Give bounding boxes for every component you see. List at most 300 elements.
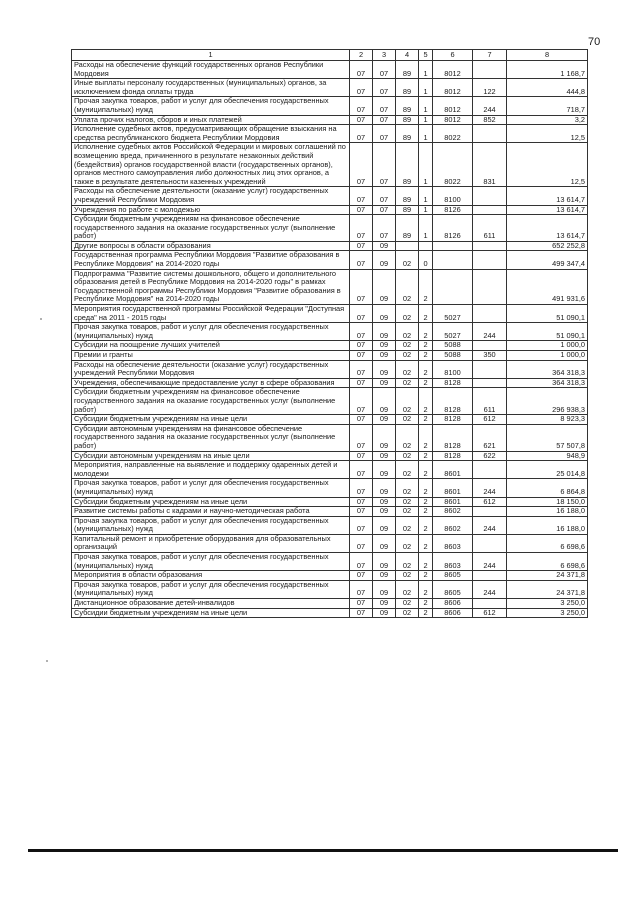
column-header: 5	[419, 50, 433, 61]
amount: 652 252,8	[507, 241, 588, 251]
target-article-code: 8128	[433, 378, 473, 388]
row-name: Расходы на обеспечение деятельности (оказание услуг) государственных учреждений Республики Мордовия	[72, 187, 350, 205]
subsection-code: 09	[373, 305, 396, 323]
program-code: 02	[396, 351, 419, 361]
target-article-code: 5088	[433, 351, 473, 361]
column-header: 2	[350, 50, 373, 61]
program-code: 89	[396, 61, 419, 79]
program-code: 02	[396, 251, 419, 269]
target-article-code: 8128	[433, 424, 473, 451]
target-article-code	[433, 251, 473, 269]
subsection-code: 09	[373, 599, 396, 609]
row-name: Другие вопросы в области образования	[72, 241, 350, 251]
subprogram-code: 1	[419, 143, 433, 187]
subprogram-code: 1	[419, 215, 433, 242]
row-name: Прочая закупка товаров, работ и услуг для обеспечения государственных (муниципальных) нужд	[72, 553, 350, 571]
scan-speck	[40, 318, 42, 320]
section-code: 07	[350, 97, 373, 115]
amount: 8 923,3	[507, 415, 588, 425]
expense-type-code	[473, 269, 507, 304]
section-code: 07	[350, 608, 373, 618]
section-code: 07	[350, 415, 373, 425]
table-row	[72, 143, 588, 187]
row-name: Государственная программа Республики Мордовия "Развитие образования в Республике Мордовия" на 2014-2020 годы	[72, 251, 350, 269]
amount: 57 507,8	[507, 424, 588, 451]
row-name: Дистанционное образование детей-инвалидов	[72, 599, 350, 609]
subprogram-code: 2	[419, 424, 433, 451]
expense-type-code	[473, 341, 507, 351]
program-code: 02	[396, 553, 419, 571]
section-code: 07	[350, 269, 373, 304]
row-name: Прочая закупка товаров, работ и услуг для обеспечения государственных (муниципальных) нужд	[72, 323, 350, 341]
target-article-code: 8012	[433, 97, 473, 115]
subsection-code: 09	[373, 241, 396, 251]
table-row	[72, 79, 588, 97]
subprogram-code: 2	[419, 351, 433, 361]
subprogram-code: 2	[419, 388, 433, 415]
subsection-code: 09	[373, 571, 396, 581]
target-article-code: 8605	[433, 571, 473, 581]
row-name: Исполнение судебных актов Российской Федерации и мировых соглашений по возмещению вреда, причиненного в результате незаконных действий (бездействия) органов государственной власти (государственных органов), органов местного самоуправления либо должностных лиц этих органов, а также в результате деятельности казенных учреждений	[72, 143, 350, 187]
section-code: 07	[350, 215, 373, 242]
target-article-code: 8602	[433, 507, 473, 517]
amount: 1 000,0	[507, 351, 588, 361]
program-code: 02	[396, 608, 419, 618]
expense-type-code: 622	[473, 451, 507, 461]
target-article-code: 8128	[433, 388, 473, 415]
expense-type-code	[473, 534, 507, 552]
header-row	[72, 50, 588, 61]
program-code: 89	[396, 97, 419, 115]
table-row	[72, 115, 588, 125]
subprogram-code: 2	[419, 451, 433, 461]
section-code: 07	[350, 323, 373, 341]
subsection-code: 09	[373, 534, 396, 552]
section-code: 07	[350, 516, 373, 534]
expense-type-code	[473, 61, 507, 79]
section-code: 07	[350, 497, 373, 507]
row-name: Субсидии бюджетным учреждениям на финансовое обеспечение государственного задания на оказание государственных услуг (выполнение работ)	[72, 215, 350, 242]
target-article-code: 8022	[433, 143, 473, 187]
expense-type-code: 611	[473, 215, 507, 242]
amount: 24 371,8	[507, 580, 588, 598]
subsection-code: 09	[373, 507, 396, 517]
section-code: 07	[350, 341, 373, 351]
table-row	[72, 378, 588, 388]
subsection-code: 09	[373, 269, 396, 304]
expense-type-code: 611	[473, 388, 507, 415]
row-name: Исполнение судебных актов, предусматривающих обращение взыскания на средства республиканского бюджета Республики Мордовия	[72, 125, 350, 143]
section-code: 07	[350, 351, 373, 361]
program-code: 02	[396, 580, 419, 598]
program-code: 89	[396, 79, 419, 97]
program-code: 02	[396, 388, 419, 415]
subprogram-code: 2	[419, 305, 433, 323]
table-row	[72, 125, 588, 143]
amount: 18 150,0	[507, 497, 588, 507]
program-code: 02	[396, 534, 419, 552]
subprogram-code: 2	[419, 341, 433, 351]
subprogram-code: 1	[419, 205, 433, 215]
table-row	[72, 341, 588, 351]
target-article-code: 8012	[433, 79, 473, 97]
expense-type-code	[473, 571, 507, 581]
subsection-code: 07	[373, 205, 396, 215]
section-code: 07	[350, 388, 373, 415]
subsection-code: 09	[373, 323, 396, 341]
table-row	[72, 461, 588, 479]
page-number: 70	[588, 36, 601, 48]
row-name: Субсидии бюджетным учреждениям на иные цели	[72, 415, 350, 425]
row-name: Субсидии автономным учреждениям на иные цели	[72, 451, 350, 461]
program-code: 89	[396, 215, 419, 242]
row-name: Уплата прочих налогов, сборов и иных платежей	[72, 115, 350, 125]
subsection-code: 09	[373, 451, 396, 461]
target-article-code: 8012	[433, 115, 473, 125]
section-code: 07	[350, 599, 373, 609]
section-code: 07	[350, 507, 373, 517]
target-article-code: 8606	[433, 599, 473, 609]
program-code	[396, 241, 419, 251]
section-code: 07	[350, 187, 373, 205]
subprogram-code: 2	[419, 360, 433, 378]
program-code: 02	[396, 497, 419, 507]
expense-type-code: 244	[473, 553, 507, 571]
subprogram-code: 2	[419, 599, 433, 609]
table-row	[72, 251, 588, 269]
expense-type-code: 612	[473, 497, 507, 507]
table-row	[72, 97, 588, 115]
table-row	[72, 415, 588, 425]
expense-type-code	[473, 360, 507, 378]
subsection-code: 09	[373, 341, 396, 351]
program-code: 02	[396, 461, 419, 479]
expense-type-code	[473, 251, 507, 269]
column-header: 7	[473, 50, 507, 61]
row-name: Подпрограмма "Развитие системы дошкольного, общего и дополнительного образования детей в Республике Мордовия на 2014-2020 годы" в рамках Государственной программы Республики Мордовия "Развитие образования в Республике Мордовия" на 2014-2020 годы	[72, 269, 350, 304]
section-code: 07	[350, 571, 373, 581]
section-code: 07	[350, 360, 373, 378]
subprogram-code	[419, 241, 433, 251]
table-row	[72, 187, 588, 205]
target-article-code: 8601	[433, 479, 473, 497]
table-row	[72, 269, 588, 304]
section-code: 07	[350, 534, 373, 552]
subprogram-code: 2	[419, 497, 433, 507]
row-name: Развитие системы работы с кадрами и научно-методическая работа	[72, 507, 350, 517]
row-name: Субсидии бюджетным учреждениям на финансовое обеспечение государственного задания на оказание государственных услуг (выполнение работ)	[72, 388, 350, 415]
subprogram-code: 1	[419, 125, 433, 143]
program-code: 02	[396, 516, 419, 534]
row-name: Премии и гранты	[72, 351, 350, 361]
subsection-code: 07	[373, 143, 396, 187]
amount: 6 698,6	[507, 534, 588, 552]
row-name: Субсидии на поощрение лучших учителей	[72, 341, 350, 351]
target-article-code: 8022	[433, 125, 473, 143]
subsection-code: 07	[373, 79, 396, 97]
expense-type-code: 621	[473, 424, 507, 451]
expense-type-code: 244	[473, 97, 507, 115]
subprogram-code: 2	[419, 378, 433, 388]
expense-type-code: 244	[473, 516, 507, 534]
subprogram-code: 2	[419, 571, 433, 581]
program-code: 02	[396, 415, 419, 425]
table-row	[72, 534, 588, 552]
subsection-code: 09	[373, 378, 396, 388]
row-name: Расходы на обеспечение функций государственных органов Республики Мордовия	[72, 61, 350, 79]
program-code: 02	[396, 424, 419, 451]
expense-type-code	[473, 187, 507, 205]
table-row	[72, 571, 588, 581]
table-row	[72, 507, 588, 517]
expense-type-code: 122	[473, 79, 507, 97]
row-name: Прочая закупка товаров, работ и услуг для обеспечения государственных (муниципальных) нужд	[72, 479, 350, 497]
row-name: Мероприятия, направленные на выявление и поддержку одаренных детей и молодежи	[72, 461, 350, 479]
expense-type-code	[473, 507, 507, 517]
row-name: Прочая закупка товаров, работ и услуг для обеспечения государственных (муниципальных) нужд	[72, 516, 350, 534]
expense-type-code	[473, 461, 507, 479]
program-code: 02	[396, 451, 419, 461]
subprogram-code: 1	[419, 61, 433, 79]
subsection-code: 09	[373, 479, 396, 497]
target-article-code	[433, 241, 473, 251]
expense-type-code: 612	[473, 415, 507, 425]
subsection-code: 07	[373, 187, 396, 205]
program-code: 02	[396, 599, 419, 609]
subsection-code: 07	[373, 61, 396, 79]
target-article-code: 8603	[433, 553, 473, 571]
subprogram-code: 2	[419, 553, 433, 571]
amount: 13 614,7	[507, 215, 588, 242]
section-code: 07	[350, 479, 373, 497]
table-row	[72, 215, 588, 242]
target-article-code: 8602	[433, 516, 473, 534]
section-code: 07	[350, 125, 373, 143]
amount: 499 347,4	[507, 251, 588, 269]
amount: 3 250,0	[507, 599, 588, 609]
subsection-code: 09	[373, 608, 396, 618]
section-code: 07	[350, 451, 373, 461]
table-row	[72, 580, 588, 598]
target-article-code: 8601	[433, 461, 473, 479]
amount: 3,2	[507, 115, 588, 125]
amount: 6 864,8	[507, 479, 588, 497]
subprogram-code: 2	[419, 507, 433, 517]
program-code: 02	[396, 341, 419, 351]
subsection-code: 09	[373, 497, 396, 507]
subprogram-code: 2	[419, 415, 433, 425]
target-article-code: 8128	[433, 451, 473, 461]
program-code: 89	[396, 187, 419, 205]
target-article-code: 8126	[433, 215, 473, 242]
expense-type-code	[473, 241, 507, 251]
subsection-code: 09	[373, 415, 396, 425]
table-row	[72, 497, 588, 507]
program-code: 02	[396, 305, 419, 323]
target-article-code: 8601	[433, 497, 473, 507]
section-code: 07	[350, 378, 373, 388]
amount: 13 614,7	[507, 187, 588, 205]
table-row	[72, 61, 588, 79]
subsection-code: 09	[373, 553, 396, 571]
table-row	[72, 479, 588, 497]
program-code: 89	[396, 205, 419, 215]
column-header: 3	[373, 50, 396, 61]
table-row	[72, 424, 588, 451]
amount: 718,7	[507, 97, 588, 115]
section-code: 07	[350, 553, 373, 571]
subprogram-code: 2	[419, 479, 433, 497]
section-code: 07	[350, 205, 373, 215]
target-article-code: 8012	[433, 61, 473, 79]
column-header: 6	[433, 50, 473, 61]
table-body	[72, 61, 588, 618]
table-row	[72, 351, 588, 361]
section-code: 07	[350, 305, 373, 323]
subprogram-code: 1	[419, 97, 433, 115]
row-name: Расходы на обеспечение деятельности (оказание услуг) государственных учреждений Республики Мордовия	[72, 360, 350, 378]
budget-table	[71, 49, 588, 618]
row-name: Учреждения, обеспечивающие предоставление услуг в сфере образования	[72, 378, 350, 388]
section-code: 07	[350, 61, 373, 79]
amount: 948,9	[507, 451, 588, 461]
section-code: 07	[350, 241, 373, 251]
table-row	[72, 516, 588, 534]
program-code: 02	[396, 360, 419, 378]
row-name: Мероприятия в области образования	[72, 571, 350, 581]
amount: 51 090,1	[507, 305, 588, 323]
program-code: 89	[396, 115, 419, 125]
amount: 364 318,3	[507, 360, 588, 378]
program-code: 02	[396, 378, 419, 388]
subprogram-code: 2	[419, 516, 433, 534]
expense-type-code	[473, 205, 507, 215]
subprogram-code: 0	[419, 251, 433, 269]
subsection-code: 07	[373, 215, 396, 242]
amount: 25 014,8	[507, 461, 588, 479]
program-code: 02	[396, 571, 419, 581]
subprogram-code: 2	[419, 269, 433, 304]
amount: 364 318,3	[507, 378, 588, 388]
row-name: Субсидии бюджетным учреждениям на иные цели	[72, 608, 350, 618]
amount: 13 614,7	[507, 205, 588, 215]
section-code: 07	[350, 115, 373, 125]
subsection-code: 07	[373, 125, 396, 143]
subsection-code: 09	[373, 461, 396, 479]
table-row	[72, 205, 588, 215]
table-row	[72, 608, 588, 618]
footer-rule	[28, 849, 618, 852]
expense-type-code: 350	[473, 351, 507, 361]
expense-type-code	[473, 305, 507, 323]
target-article-code: 8128	[433, 415, 473, 425]
table-row	[72, 388, 588, 415]
table-row	[72, 553, 588, 571]
expense-type-code: 612	[473, 608, 507, 618]
column-header: 8	[507, 50, 588, 61]
expense-type-code: 244	[473, 580, 507, 598]
expense-type-code: 244	[473, 479, 507, 497]
column-header: 1	[72, 50, 350, 61]
amount: 491 931,6	[507, 269, 588, 304]
expense-type-code: 244	[473, 323, 507, 341]
row-name: Субсидии бюджетным учреждениям на иные цели	[72, 497, 350, 507]
target-article-code: 5027	[433, 323, 473, 341]
subsection-code: 07	[373, 97, 396, 115]
subsection-code: 09	[373, 251, 396, 269]
expense-type-code	[473, 599, 507, 609]
row-name: Иные выплаты персоналу государственных (муниципальных) органов, за исключением фонда оплаты труда	[72, 79, 350, 97]
subprogram-code: 1	[419, 187, 433, 205]
target-article-code: 8100	[433, 187, 473, 205]
program-code: 02	[396, 507, 419, 517]
amount: 296 938,3	[507, 388, 588, 415]
column-header: 4	[396, 50, 419, 61]
amount: 444,8	[507, 79, 588, 97]
target-article-code: 8126	[433, 205, 473, 215]
subprogram-code: 2	[419, 608, 433, 618]
subsection-code: 07	[373, 115, 396, 125]
amount: 3 250,0	[507, 608, 588, 618]
subprogram-code: 2	[419, 534, 433, 552]
expense-type-code: 831	[473, 143, 507, 187]
subprogram-code: 2	[419, 323, 433, 341]
table-row	[72, 241, 588, 251]
row-name: Прочая закупка товаров, работ и услуг для обеспечения государственных (муниципальных) нужд	[72, 97, 350, 115]
section-code: 07	[350, 143, 373, 187]
section-code: 07	[350, 580, 373, 598]
row-name: Прочая закупка товаров, работ и услуг для обеспечения государственных (муниципальных) нужд	[72, 580, 350, 598]
row-name: Мероприятия государственной программы Российской Федерации "Доступная среда" на 2011 - 2015 годы	[72, 305, 350, 323]
target-article-code: 5027	[433, 305, 473, 323]
subsection-code: 09	[373, 424, 396, 451]
table-row	[72, 451, 588, 461]
section-code: 07	[350, 251, 373, 269]
section-code: 07	[350, 79, 373, 97]
subprogram-code: 1	[419, 79, 433, 97]
amount: 1 000,0	[507, 341, 588, 351]
table-row	[72, 323, 588, 341]
program-code: 89	[396, 125, 419, 143]
program-code: 02	[396, 323, 419, 341]
subprogram-code: 1	[419, 115, 433, 125]
expense-type-code: 852	[473, 115, 507, 125]
row-name: Капитальный ремонт и приобретение оборудования для образовательных организаций	[72, 534, 350, 552]
expense-type-code	[473, 378, 507, 388]
program-code: 02	[396, 479, 419, 497]
target-article-code: 8100	[433, 360, 473, 378]
subsection-code: 09	[373, 351, 396, 361]
row-name: Учреждения по работе с молодежью	[72, 205, 350, 215]
subprogram-code: 2	[419, 461, 433, 479]
amount: 1 168,7	[507, 61, 588, 79]
table-row	[72, 599, 588, 609]
target-article-code: 5088	[433, 341, 473, 351]
expense-type-code	[473, 125, 507, 143]
amount: 16 188,0	[507, 516, 588, 534]
subsection-code: 09	[373, 516, 396, 534]
target-article-code: 8603	[433, 534, 473, 552]
amount: 12,5	[507, 125, 588, 143]
subsection-code: 09	[373, 580, 396, 598]
target-article-code: 8606	[433, 608, 473, 618]
table-row	[72, 360, 588, 378]
row-name: Субсидии автономным учреждениям на финансовое обеспечение государственного задания на оказание государственных услуг (выполнение работ)	[72, 424, 350, 451]
program-code: 89	[396, 143, 419, 187]
target-article-code	[433, 269, 473, 304]
target-article-code: 8605	[433, 580, 473, 598]
amount: 12,5	[507, 143, 588, 187]
